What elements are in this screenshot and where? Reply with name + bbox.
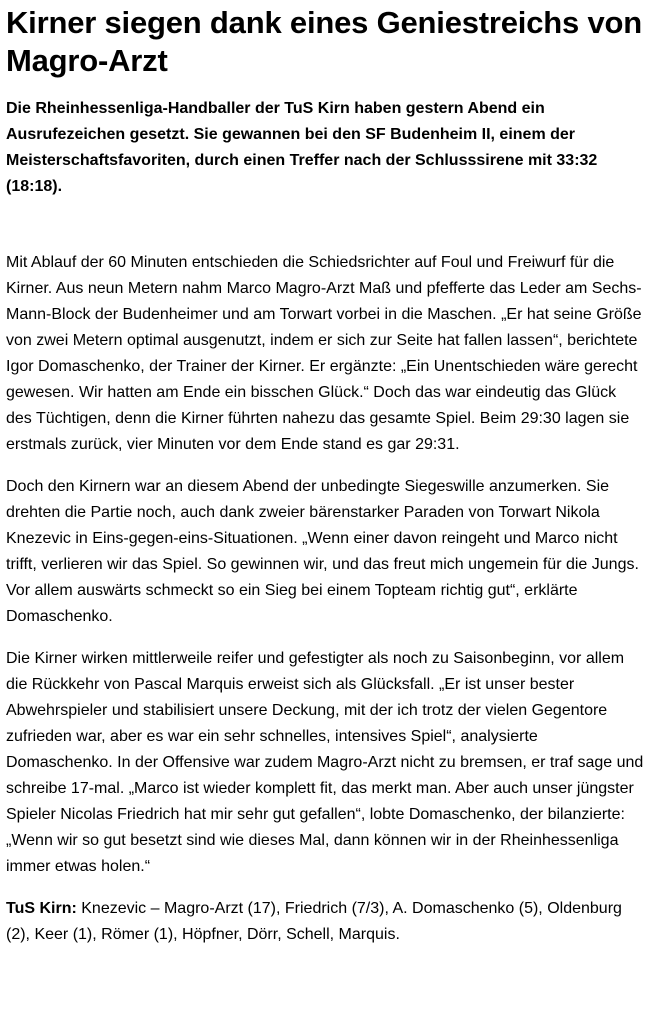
lineup-team-name: TuS Kirn: — [6, 900, 77, 917]
article-paragraph: Doch den Kirnern war an diesem Abend der unbedingte Siegeswille anzumerken. Sie drehten die Partie noch, auch dank zweier bärenstarker Paraden von Torwart Nikola Knezevic in Eins-gegen-eins-Situationen. „Wenn einer davon reingeht und Marco nicht trifft, verlieren wir das Spiel. So gewinnen wir, und das freut mich ungemein für die Jungs. Vor allem auswärts schmeckt so ein Sieg bei einem Topteam richtig gut“, erklärte Domaschenko. — [6, 478, 639, 625]
team-lineup — [6, 896, 644, 948]
article-teaser: Die Rheinhessenliga-Handballer der TuS Kirn haben gestern Abend ein Ausrufezeichen gesetzt. Sie gewannen bei den SF Budenheim II, einem der Meisterschaftsfavoriten, durch einen Treffer nach der Schlusssirene mit 33:32 (18:18). — [6, 100, 598, 195]
article-body — [6, 250, 644, 880]
article-paragraph: Die Kirner wirken mittlerweile reifer und gefestigter als noch zu Saisonbeginn, vor allem die Rückkehr von Pascal Marquis erweist sich als Glücksfall. „Er ist unser bester Abwehrspieler und stabilisiert unsere Deckung, mit der ich trotz der vielen Gegentore zufrieden war, aber es war ein sehr schnelles, intensives Spiel“, analysierte Domaschenko. In der Offensive war zudem Magro-Arzt nicht zu bremsen, er traf sage und schreibe 17-mal. „Marco ist wieder komplett fit, das merkt man. Aber auch unser jüngster Spieler Nicolas Friedrich hat mir sehr gut gefallen“, lobte Domaschenko, der bilanzierte: „Wenn wir so gut besetzt sind wie dieses Mal, dann können wir in der Rheinhessenliga immer etwas holen.“ — [6, 650, 644, 875]
lineup-players: Knezevic – Magro-Arzt (17), Friedrich (7/3), A. Domaschenko (5), Oldenburg (2), Keer (1), Römer (1), Höpfner, Dörr, Schell, Marquis. — [6, 900, 622, 943]
article-headline: Kirner siegen dank eines Geniestreichs von Magro-Arzt — [6, 5, 642, 78]
article-paragraph: Mit Ablauf der 60 Minuten entschieden die Schiedsrichter auf Foul und Freiwurf für die Kirner. Aus neun Metern nahm Marco Magro-Arzt Maß und pfefferte das Leder am Sechs-Mann-Block der Budenheimer und am Torwart vorbei in die Maschen. „Er hat seine Größe von zwei Metern optimal ausgenutzt, indem er sich zur Seite hat fallen lassen“, berichtete Igor Domaschenko, der Trainer der Kirner. Er ergänzte: „Ein Unentschieden wäre gerecht gewesen. Wir hatten am Ende ein bisschen Glück.“ Doch das war eindeutig das Glück des Tüchtigen, denn die Kirner führten nahezu das gesamte Spiel. Beim 29:30 lagen sie erstmals zurück, vier Minuten vor dem Ende stand es gar 29:31. — [6, 254, 642, 453]
